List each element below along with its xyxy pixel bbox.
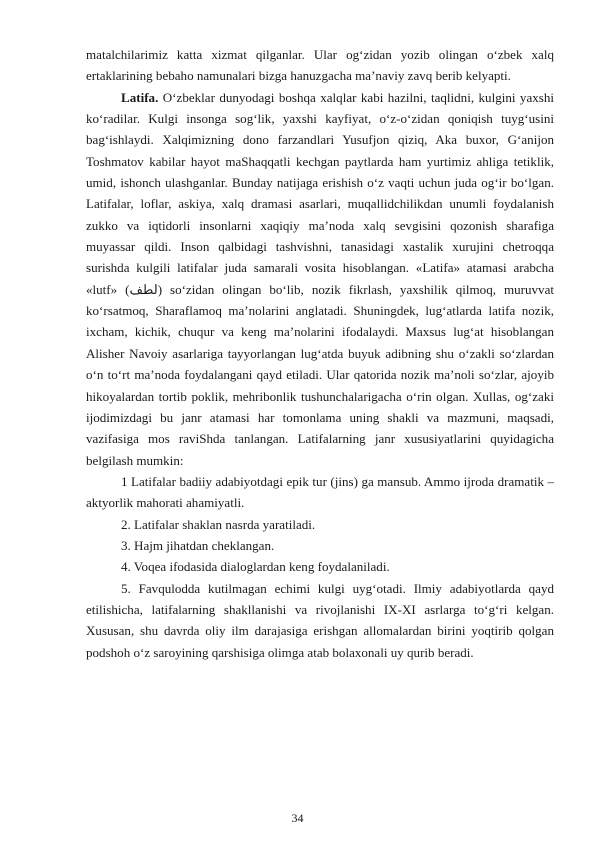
list-item-4: 4. Voqea ifodasida dialoglardan keng foydalaniladi.: [121, 559, 390, 575]
document-body: [86, 44, 554, 663]
page-number: 34: [291, 811, 304, 825]
list-item-3: 3. Hajm jihatdan cheklangan.: [121, 537, 275, 553]
list-item-1: 1 Latifalar badiiy adabiyotdagi epik tur (jins) ga mansub. Ammo ijroda dramatik – aktyorlik mahorati ahamiyatli.: [86, 473, 554, 511]
paragraph-latifa: [86, 87, 554, 471]
latifa-text: O‘zbeklar dunyodagi boshqa xalqlar kabi hazilni, taqlidni, kulgini yaxshi ko‘radilar. Kulgi insonga sog‘lik, yaxshi kayfiyat, o‘z-o‘zidan qoniqish tuyg‘usini bag‘ishlaydi. Xalqimizning dono farzandlari Yusufjon qiziq, Aka buxor, G‘anijon Toshmatov kabilar hayot maShaqqatli kechgan paytlarda ham yurtimiz ahliga tetiklik, umid, ishonch ulashganlar. Bunday natijaga erishish o‘z vaqti uchun juda og‘ir bo‘lgan. Latifalar, loflar, askiya, xalq dramasi asarlari, muqallidchilikdan unumli foydalanish zukko va iqtidorli insonlarni xaqiqiy ma’noda xalq sevgisini qozonish sharafiga muyassar qildi. Inson qalbidagi tashvishni, tanasidagi xastalik xurujini chetroqqa surishda kulgili latifalar juda samarali vosita hisoblangan. «Latifa» atamasi arabcha «lutf» (لطف) so‘zidan olingan bo‘lib, nozik fikrlash, yaxshilik qilmoq, muruvvat ko‘rsatmoq, Sharaflamoq ma’nolarini anglatadi. Shuningdek, lug‘atlarda latifa nozik, ixcham, kichik, chuqur va keng ma’nolarini ifodalaydi. Maxsus lug‘at hisoblangan Alisher Navoiy asarlariga tayyorlangan lug‘atda buyuk adibning shu o‘zakli so‘zlardan o‘n to‘rt ma’noda foydalangani qayd etiladi. Ular qatorida nozik ma’noli so‘zlar, ajoyib hikoyalardan tortib poklik, mehribonlik tushunchalarigacha o‘rin olgan. Xullas, og‘zaki ijodimizdagi bu janr atamasi har tomonlama uning shakli va mazmuni, maqsadi, vazifasiga mos raviShda tanlangan. Latifalarning janr xususiyatlarini quyidagicha belgilash mumkin:: [86, 89, 554, 468]
paragraph-continuation: matalchilarimiz katta xizmat qilganlar. Ular og‘zidan yozib olingan o‘zbek xalq ertaklarining bebaho namunalari bizga hanuzgacha ma’naviy zavq berib kelyapti.: [86, 47, 554, 84]
list-item-5: 5. Favqulodda kutilmagan echimi kulgi uyg‘otadi. Ilmiy adabiyotlarda qayd etilishicha, latifalarning shakllanishi va rivojlanishi IX-XI asrlarga to‘g‘ri kelgan. Xususan, shu davrda oliy ilm darajasiga erishgan allomalardan birini yoqtirib qolgan podshoh o‘z saroyining qarshisiga olimga atab bolaxonali uy qurib beradi.: [86, 580, 554, 660]
list-item-2: 2. Latifalar shaklan nasrda yaratiladi.: [121, 516, 316, 532]
latifa-term: Latifa.: [121, 89, 159, 105]
